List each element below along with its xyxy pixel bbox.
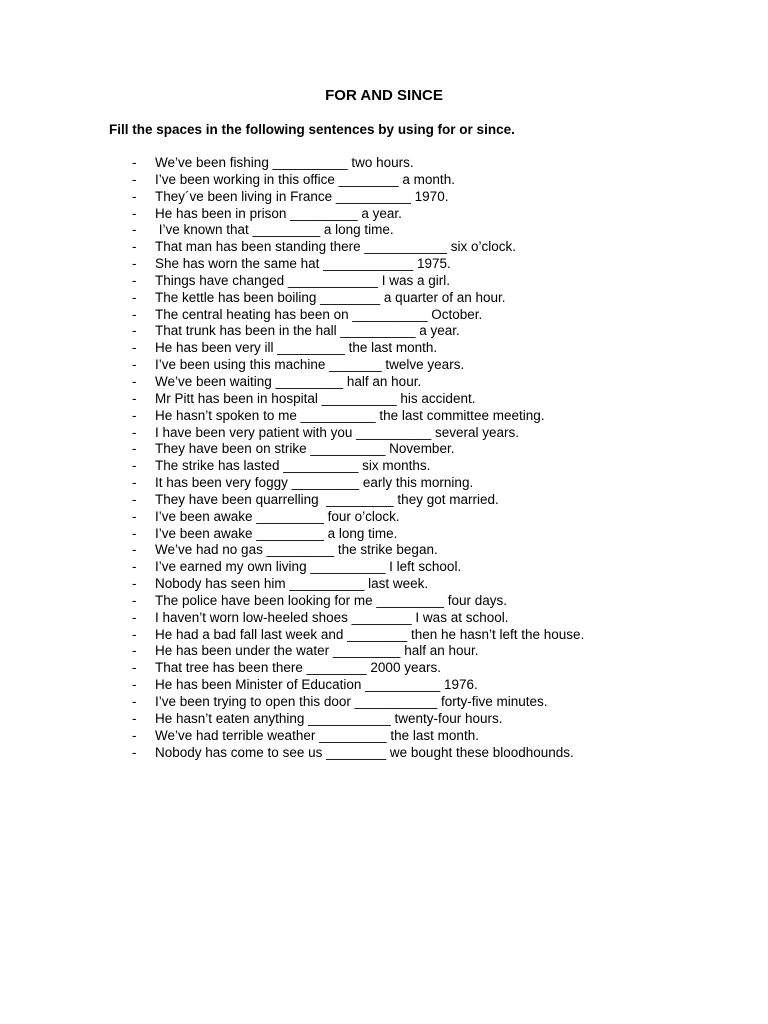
sentence-item: [132, 593, 584, 610]
sentence-text: I’ve been awake _________ four o’clock.: [155, 508, 400, 524]
bullet-dash: -: [132, 491, 137, 507]
sentence-text: It has been very foggy _________ early this morning.: [155, 475, 474, 491]
bullet-dash: -: [132, 340, 137, 356]
sentence-text: Mr Pitt has been in hospital __________ his accident.: [155, 390, 476, 406]
sentence-item: [132, 307, 584, 324]
sentence-item: [132, 627, 584, 644]
sentence-item: [132, 256, 584, 273]
bullet-dash: -: [132, 694, 137, 709]
sentence-text: I’ve been using this machine _______ twelve years.: [155, 357, 465, 373]
sentence-item: [132, 155, 584, 172]
sentence-item: [132, 559, 584, 576]
sentence-text: I haven’t worn low-heeled shoes ________ I was at school.: [155, 609, 509, 625]
sentence-item: [132, 677, 584, 694]
sentence-text: She has worn the same hat ____________ 1975.: [155, 256, 451, 272]
sentence-text: They have been on strike __________ November.: [155, 441, 455, 457]
sentence-item: [132, 441, 584, 458]
sentence-item: [132, 492, 584, 509]
sentence-text: He hasn’t eaten anything ___________ twenty-four hours.: [155, 710, 503, 726]
sentence-item: [132, 576, 584, 593]
sentence-item: [132, 458, 584, 475]
sentence-item: [132, 374, 584, 391]
sentence-text: That tree has been there ________ 2000 years.: [155, 660, 441, 676]
sentence-item: [132, 357, 584, 374]
bullet-dash: -: [132, 542, 137, 558]
sentence-text: I’ve been awake _________ a long time.: [155, 525, 398, 541]
sentence-text: We’ve had terrible weather _________ the last month.: [155, 727, 479, 743]
sentence-text: That trunk has been in the hall __________ a year.: [155, 323, 460, 339]
bullet-dash: -: [132, 357, 137, 373]
sentence-item: [132, 711, 584, 728]
sentence-text: The central heating has been on __________ October.: [155, 306, 483, 322]
bullet-dash: -: [132, 660, 137, 676]
bullet-dash: -: [132, 744, 137, 760]
bullet-dash: -: [132, 188, 137, 204]
sentence-text: He has been Minister of Education __________ 1976.: [155, 677, 478, 693]
sentence-item: [132, 290, 584, 307]
sentence-text: Things have changed ____________ I was a girl.: [155, 272, 450, 288]
bullet-dash: -: [132, 609, 137, 625]
bullet-dash: -: [132, 407, 137, 423]
bullet-dash: -: [132, 643, 137, 659]
sentence-item: [132, 526, 584, 543]
sentence-item: [132, 475, 584, 492]
bullet-dash: -: [132, 525, 137, 541]
sentence-item: [132, 509, 584, 526]
sentence-text: They´ve been living in France __________ 1970.: [155, 188, 449, 204]
sentence-item: [132, 189, 584, 206]
sentence-item: [132, 323, 584, 340]
sentence-text: Nobody has seen him __________ last week.: [155, 576, 429, 592]
sentence-text: I’ve been working in this office ________ a month.: [155, 171, 455, 187]
page-title: FOR AND SINCE: [325, 87, 443, 104]
sentence-text: The police have been looking for me _________ four days.: [155, 592, 507, 608]
bullet-dash: -: [132, 205, 137, 221]
sentence-text: Nobody has come to see us ________ we bought these bloodhounds.: [155, 744, 574, 760]
sentence-text: I’ve been trying to open this door ___________ forty-five minutes.: [155, 694, 548, 709]
bullet-dash: -: [132, 171, 137, 187]
sentence-item: [132, 425, 584, 442]
sentence-text: He had a bad fall last week and ________ then he hasn’t left the house.: [155, 626, 585, 642]
bullet-dash: -: [132, 155, 137, 170]
sentence-text: We’ve been fishing __________ two hours.: [155, 155, 414, 170]
bullet-dash: -: [132, 626, 137, 642]
bullet-dash: -: [132, 710, 137, 726]
bullet-dash: -: [132, 458, 137, 474]
sentence-text: We’ve been waiting _________ half an hour.: [155, 373, 422, 389]
sentence-item: [132, 660, 584, 677]
sentence-text: He has been under the water _________ half an hour.: [155, 643, 479, 659]
sentence-text: They have been quarrelling _________ they got married.: [155, 491, 499, 507]
sentence-item: [132, 694, 584, 711]
sentence-item: [132, 172, 584, 189]
sentence-text: The kettle has been boiling ________ a quarter of an hour.: [155, 289, 506, 305]
sentence-item: [132, 391, 584, 408]
sentence-item: [132, 728, 584, 745]
bullet-dash: -: [132, 256, 137, 272]
bullet-dash: -: [132, 390, 137, 406]
sentence-item: [132, 340, 584, 357]
sentence-item: [132, 239, 584, 256]
bullet-dash: -: [132, 289, 137, 305]
bullet-dash: -: [132, 272, 137, 288]
sentence-item: [132, 273, 584, 290]
bullet-dash: -: [132, 323, 137, 339]
sentence-text: He has been very ill _________ the last month.: [155, 340, 438, 356]
bullet-dash: -: [132, 592, 137, 608]
bullet-dash: -: [132, 222, 137, 238]
sentence-text: I’ve earned my own living __________ I left school.: [155, 559, 462, 575]
sentence-text: I’ve known that _________ a long time.: [155, 222, 394, 238]
sentence-text: We’ve had no gas _________ the strike began.: [155, 542, 438, 558]
sentence-item: [132, 610, 584, 627]
sentence-item: [132, 643, 584, 660]
bullet-dash: -: [132, 677, 137, 693]
sentence-list: [132, 155, 584, 761]
instruction-text: Fill the spaces in the following sentences by using for or since.: [109, 122, 515, 137]
sentence-item: [132, 745, 584, 762]
bullet-dash: -: [132, 508, 137, 524]
sentence-text: That man has been standing there ___________ six o’clock.: [155, 239, 516, 255]
sentence-item: [132, 542, 584, 559]
sentence-item: [132, 408, 584, 425]
bullet-dash: -: [132, 576, 137, 592]
bullet-dash: -: [132, 727, 137, 743]
sentence-text: He has been in prison _________ a year.: [155, 205, 402, 221]
sentence-text: I have been very patient with you __________ several years.: [155, 424, 519, 440]
bullet-dash: -: [132, 306, 137, 322]
bullet-dash: -: [132, 373, 137, 389]
sentence-item: [132, 222, 584, 239]
sentence-text: The strike has lasted __________ six months.: [155, 458, 431, 474]
sentence-item: [132, 206, 584, 223]
bullet-dash: -: [132, 475, 137, 491]
sentence-text: He hasn’t spoken to me __________ the last committee meeting.: [155, 407, 545, 423]
bullet-dash: -: [132, 424, 137, 440]
bullet-dash: -: [132, 559, 137, 575]
bullet-dash: -: [132, 239, 137, 255]
bullet-dash: -: [132, 441, 137, 457]
